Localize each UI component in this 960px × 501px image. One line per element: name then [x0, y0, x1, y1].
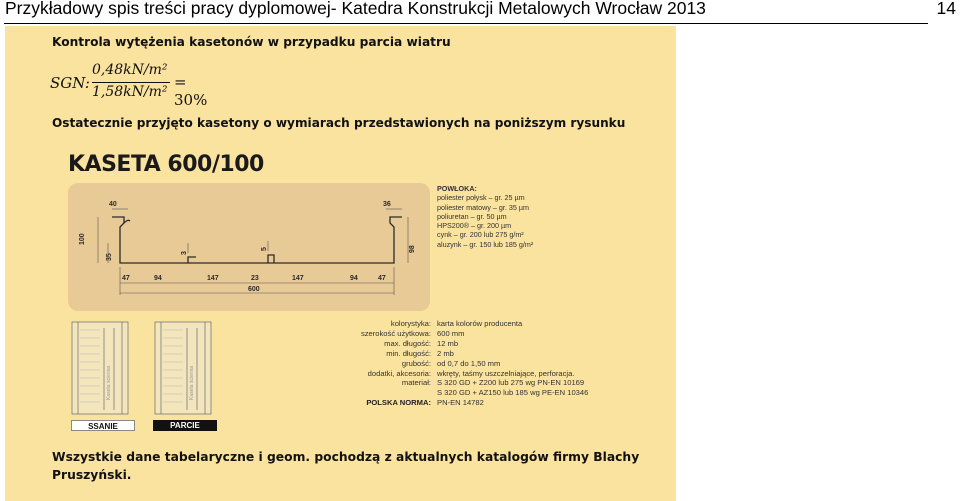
spec-keys	[335, 319, 431, 408]
spec-value: od 0,7 do 1,50 mm	[437, 358, 501, 368]
spec-value: 600 mm	[437, 328, 465, 338]
spec-key: kolorystyka:	[390, 319, 431, 328]
dim-bottom-1: 47	[122, 275, 130, 282]
section-heading: Kontrola wytężenia kasetonów w przypadku parcia wiatru	[52, 35, 451, 49]
coating-line: HPS200® – gr. 200 µm	[437, 221, 512, 231]
suction-panel-illustration	[70, 320, 130, 416]
dim-bottom-4: 23	[251, 275, 259, 282]
spec-values	[437, 319, 588, 408]
formula-result: = 30%	[174, 73, 208, 109]
panel-vertical-label: Kaseta ścienna	[189, 365, 195, 400]
dim-mid: 5	[261, 247, 268, 251]
spec-value: karta kolorów producenta	[437, 319, 523, 328]
spec-value: 12 mb	[437, 338, 459, 348]
dim-total: 600	[248, 286, 260, 293]
dim-left-small: 35	[106, 253, 113, 261]
spec-key: POLSKA NORMA:	[366, 398, 431, 408]
dim-bottom-6: 94	[350, 275, 358, 282]
suction-caption: SSANIE	[71, 420, 135, 431]
dim-rib: 3	[181, 251, 188, 255]
coating-line: aluzynk – gr. 150 lub 185 g/m²	[437, 239, 534, 249]
panel-vertical-label: Kaseta ścienna	[106, 365, 112, 400]
spec-value: wkręty, taśmy uszczelniające, perforacja.	[437, 368, 575, 378]
header-divider	[4, 23, 928, 24]
spec-key: grubość:	[401, 358, 431, 368]
spec-key: min. długość:	[386, 348, 431, 358]
fraction-bar	[92, 82, 170, 83]
page-number: 14	[936, 0, 956, 18]
document-header-title: Przykładowy spis treści pracy dyplomowej- Katedra Konstrukcji Metalowych Wrocław 2013	[5, 0, 706, 18]
spec-value: S 320 GD + AZ150 lub 185 wg PE-EN 10346	[437, 388, 589, 398]
pressure-caption: PARCIE	[153, 420, 217, 431]
spec-value: S 320 GD + Z200 lub 275 wg PN-EN 10169	[437, 378, 585, 388]
formula-denominator: 1,58kN/m²	[92, 84, 168, 100]
dim-top-left: 40	[109, 201, 117, 208]
pressure-panel-illustration	[153, 320, 213, 416]
dim-left-height: 100	[79, 233, 86, 245]
source-note-line1: Wszystkie dane tabelaryczne i geom. pochodzą z aktualnych katalogów firmy Blachy	[52, 450, 640, 464]
coating-line: poliuretan – gr. 50 µm	[437, 211, 507, 221]
coating-line: poliester matowy – gr. 35 µm	[437, 202, 530, 212]
dim-right-height: 98	[409, 245, 416, 253]
coating-title: POWŁOKA:	[437, 184, 477, 193]
dim-bottom-5: 147	[292, 275, 304, 282]
formula-label: SGN:	[50, 74, 90, 92]
spec-key: dodatki, akcesoria:	[367, 368, 431, 378]
conclusion-text: Ostatecznie przyjęto kasetony o wymiarach przedstawionych na poniższym rysunku	[52, 116, 626, 130]
coating-line: cynk – gr. 200 lub 275 g/m²	[437, 230, 524, 240]
cross-section-drawing	[68, 183, 430, 311]
dim-bottom-2: 94	[154, 275, 162, 282]
spec-value: PN-EN 14782	[437, 398, 484, 408]
spec-value: 2 mb	[437, 348, 454, 358]
product-title: KASETA 600/100	[68, 152, 264, 177]
coating-info	[437, 184, 533, 249]
spec-key: materiał:	[401, 378, 431, 388]
spec-key: max. długość:	[384, 338, 431, 348]
dim-bottom-7: 47	[378, 275, 386, 282]
coating-line: poliester połysk – gr. 25 µm	[437, 193, 525, 203]
source-note-line2: Pruszyński.	[52, 468, 132, 482]
spec-key: szerokość użytkowa:	[360, 328, 431, 338]
formula-numerator: 0,48kN/m²	[92, 62, 168, 78]
dim-top-right: 36	[383, 201, 391, 208]
dim-bottom-3: 147	[207, 275, 219, 282]
spec-key	[335, 388, 431, 398]
